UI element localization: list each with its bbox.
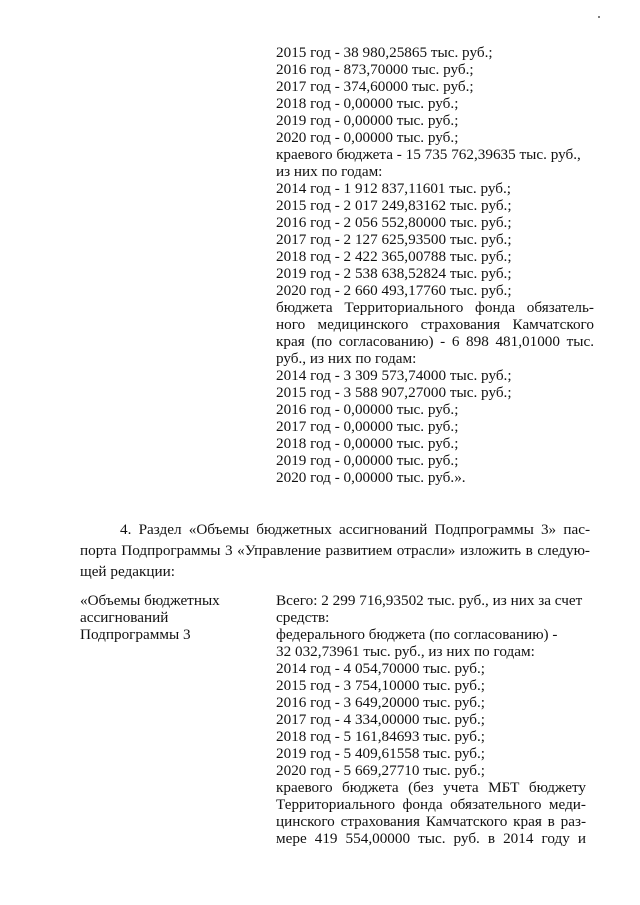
- text-line: 2018 год - 0,00000 тыс. руб.;: [276, 95, 459, 112]
- text-line: Всего: 2 299 716,93502 тыс. руб., из них за счет: [276, 592, 583, 609]
- text-line: 2016 год - 2 056 552,80000 тыс. руб.;: [276, 214, 512, 231]
- text-line: 2018 год - 0,00000 тыс. руб.;: [276, 435, 459, 452]
- text-line: цинского страхования Камчатского края в раз-: [276, 813, 586, 830]
- text-line: 2017 год - 4 334,00000 тыс. руб.;: [276, 711, 485, 728]
- label-line: «Объемы бюджетных: [80, 592, 220, 609]
- text-line: 2016 год - 873,70000 тыс. руб.;: [276, 61, 474, 78]
- text-line: федерального бюджета (по согласованию) -: [276, 626, 558, 643]
- label-line: ассигнований: [80, 609, 169, 626]
- text-line: 2018 год - 5 161,84693 тыс. руб.;: [276, 728, 485, 745]
- text-line: краевого бюджета - 15 735 762,39635 тыс. руб.,: [276, 146, 581, 163]
- text-line: из них по годам:: [276, 163, 383, 180]
- table-right-content: [276, 592, 586, 847]
- text-line: 2017 год - 374,60000 тыс. руб.;: [276, 78, 474, 95]
- label-line: Подпрограммы 3: [80, 626, 191, 643]
- paragraph-line: порта Подпрограммы 3 «Управление развитием отрасли» изложить в следую-: [80, 542, 590, 559]
- text-line: 2017 год - 2 127 625,93500 тыс. руб.;: [276, 231, 512, 248]
- text-line: 2020 год - 0,00000 тыс. руб.».: [276, 469, 466, 486]
- scan-dot: [598, 16, 600, 18]
- text-line: мере 419 554,00000 тыс. руб. в 2014 году и: [276, 830, 586, 847]
- text-line: Территориального фонда обязательного меди-: [276, 796, 586, 813]
- text-line: 32 032,73961 тыс. руб., из них по годам:: [276, 643, 535, 660]
- text-line: 2018 год - 2 422 365,00788 тыс. руб.;: [276, 248, 512, 265]
- text-line: 2015 год - 3 754,10000 тыс. руб.;: [276, 677, 485, 694]
- section-paragraph: [80, 519, 590, 582]
- text-line: краевого бюджета (без учета МБТ бюджету: [276, 779, 586, 796]
- table-left-label: [80, 592, 260, 643]
- text-line: 2020 год - 2 660 493,17760 тыс. руб.;: [276, 282, 512, 299]
- text-line: 2016 год - 3 649,20000 тыс. руб.;: [276, 694, 485, 711]
- text-line: 2019 год - 0,00000 тыс. руб.;: [276, 112, 459, 129]
- text-line: 2016 год - 0,00000 тыс. руб.;: [276, 401, 459, 418]
- top-budget-block: [276, 44, 594, 486]
- text-line: 2019 год - 0,00000 тыс. руб.;: [276, 452, 459, 469]
- text-line: средств:: [276, 609, 330, 626]
- text-line: 2019 год - 2 538 638,52824 тыс. руб.;: [276, 265, 512, 282]
- text-line: 2014 год - 4 054,70000 тыс. руб.;: [276, 660, 485, 677]
- text-line: 2017 год - 0,00000 тыс. руб.;: [276, 418, 459, 435]
- text-line: 2015 год - 38 980,25865 тыс. руб.;: [276, 44, 493, 61]
- text-line: 2015 год - 3 588 907,27000 тыс. руб.;: [276, 384, 512, 401]
- text-line: 2014 год - 1 912 837,11601 тыс. руб.;: [276, 180, 512, 197]
- text-line: 2020 год - 0,00000 тыс. руб.;: [276, 129, 459, 146]
- text-line: ного медицинского страхования Камчатского: [276, 316, 594, 333]
- text-line: 2020 год - 5 669,27710 тыс. руб.;: [276, 762, 485, 779]
- text-line: 2015 год - 2 017 249,83162 тыс. руб.;: [276, 197, 512, 214]
- paragraph-line: щей редакции:: [80, 563, 175, 580]
- text-line: бюджета Территориального фонда обязатель-: [276, 299, 594, 316]
- text-line: края (по согласованию) - 6 898 481,01000 тыс.: [276, 333, 594, 350]
- text-line: руб., из них по годам:: [276, 350, 417, 367]
- text-line: 2019 год - 5 409,61558 тыс. руб.;: [276, 745, 485, 762]
- text-line: 2014 год - 3 309 573,74000 тыс. руб.;: [276, 367, 512, 384]
- paragraph-line: 4. Раздел «Объемы бюджетных ассигнований Подпрограммы 3» пас-: [120, 521, 590, 538]
